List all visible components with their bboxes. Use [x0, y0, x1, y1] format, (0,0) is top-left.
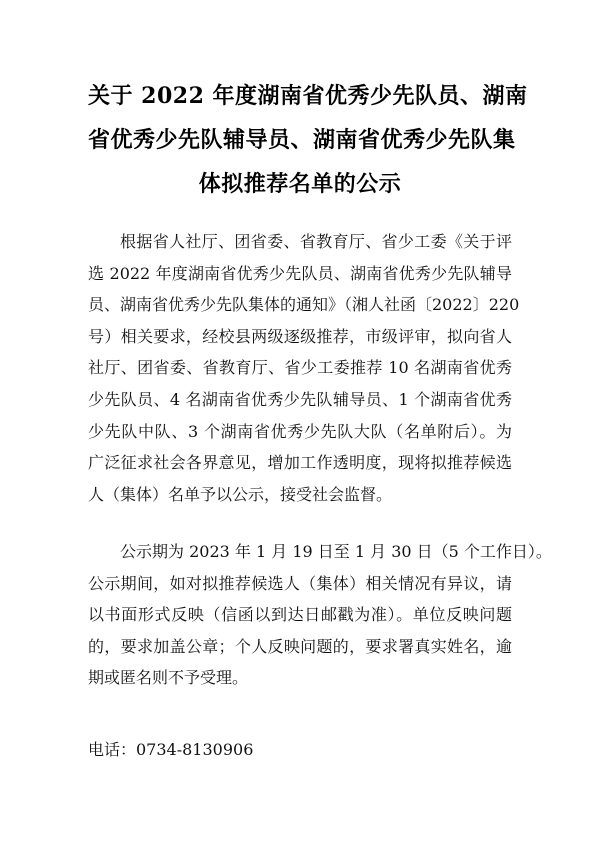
paragraph-line: 公示期为 2023 年 1 月 19 日至 1 月 30 日（5 个工作日）。	[120, 542, 552, 561]
title-line: 省优秀少先队辅导员、湖南省优秀少先队集	[88, 127, 516, 153]
paragraph-line: 广泛征求社会各界意见，增加工作透明度，现将拟推荐候选	[88, 453, 512, 473]
paragraph-line: 社厅、团省委、省教育厅、省少工委推荐 10 名湖南省优秀	[88, 358, 512, 378]
title-line: 关于 2022 年度湖南省优秀少先队员、湖南	[88, 83, 528, 109]
paragraph-line: 根据省人社厅、团省委、省教育厅、省少工委《关于评	[120, 232, 512, 251]
contact-phone: 电话：0734-8130906	[88, 740, 254, 759]
notice-paragraph-period	[88, 536, 552, 694]
paragraph-line: 的，要求加盖公章；个人反映问题的，要求署真实姓名，逾	[88, 636, 512, 656]
paragraph-line: 以书面形式反映（信函以到达日邮戳为准）。单位反映问题	[88, 605, 512, 625]
title-line: 体拟推荐名单的公示	[198, 171, 402, 197]
paragraph-line: 少先队员、4 名湖南省优秀少先队辅导员、1 个湖南省优秀	[88, 389, 512, 409]
paragraph-line: 期或匿名则不予受理。	[88, 668, 249, 688]
paragraph-line: 员、湖南省优秀少先队集体的通知》（湘人社函〔2022〕220	[88, 295, 520, 315]
paragraph-line: 选 2022 年度湖南省优秀少先队员、湖南省优秀少先队辅导	[88, 263, 512, 283]
paragraph-line: 少先队中队、3 个湖南省优秀少先队大队（名单附后）。为	[88, 421, 512, 441]
notice-paragraph-basis	[88, 226, 520, 510]
page-title	[88, 74, 528, 206]
paragraph-line: 人（集体）名单予以公示，接受社会监督。	[88, 484, 393, 504]
paragraph-line: 号）相关要求，经校县两级逐级推荐，市级评审，拟向省人	[88, 326, 512, 346]
paragraph-line: 公示期间，如对拟推荐候选人（集体）相关情况有异议，请	[88, 573, 512, 593]
